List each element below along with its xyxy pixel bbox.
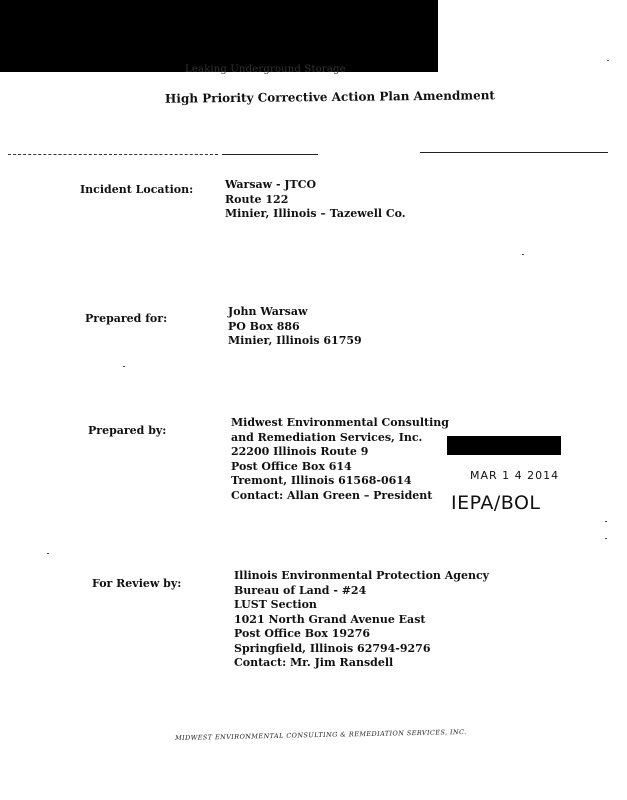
scan-speck	[607, 60, 609, 61]
incident-location-line: Minier, Illinois – Tazewell Co.	[225, 207, 406, 220]
prepared-by-block	[231, 416, 449, 503]
for-review-by-line: Post Office Box 19276	[234, 627, 371, 640]
prepared-by-line: Contact: Allan Green – President	[231, 488, 433, 502]
prepared-for-block	[228, 305, 362, 349]
prepared-for-line: John Warsaw	[228, 305, 308, 318]
for-review-by-line: 1021 North Grand Avenue East	[234, 612, 426, 626]
divider-left	[8, 154, 218, 155]
prepared-for-line: Minier, Illinois 61759	[228, 334, 362, 347]
prepared-for-line: PO Box 886	[228, 319, 300, 333]
for-review-by-line: Contact: Mr. Jim Ransdell	[234, 656, 394, 669]
prepared-by-line: Midwest Environmental Consulting	[231, 416, 449, 429]
received-stamp-date: MAR 1 4 2014	[470, 469, 560, 482]
redaction-bar-stamp	[447, 436, 561, 455]
redaction-bar-top	[0, 0, 438, 72]
incident-location-line: Route 122	[225, 192, 289, 206]
prepared-by-line: and Remediation Services, Inc.	[231, 430, 423, 444]
scan-speck	[522, 254, 524, 255]
incident-location-line: Warsaw - JTCO	[225, 178, 317, 191]
incident-location-block	[225, 178, 406, 222]
scan-speck	[605, 521, 607, 522]
received-stamp-agency: IEPA/BOL	[451, 492, 541, 514]
document-title: High Priority Corrective Action Plan Amendment	[164, 88, 496, 106]
for-review-by-line: LUST Section	[234, 598, 317, 611]
scan-speck	[605, 538, 607, 539]
divider-middle	[222, 154, 318, 155]
prepared-by-line: Post Office Box 614	[231, 459, 352, 473]
prepared-by-line: 22200 Illinois Route 9	[231, 445, 369, 458]
prepared-by-label: Prepared by:	[88, 424, 167, 437]
incident-location-label: Incident Location:	[80, 183, 194, 196]
for-review-by-block	[234, 569, 489, 671]
scan-speck	[123, 366, 125, 367]
for-review-by-label: For Review by:	[92, 577, 182, 590]
for-review-by-line: Bureau of Land - #24	[234, 583, 367, 597]
divider-right	[420, 152, 608, 153]
cut-off-header: Leaking Underground Storage	[185, 64, 346, 75]
prepared-for-label: Prepared for:	[85, 312, 168, 325]
prepared-by-line: Tremont, Illinois 61568-0614	[231, 474, 412, 487]
for-review-by-line: Illinois Environmental Protection Agency	[234, 569, 490, 582]
scan-speck	[47, 553, 49, 554]
for-review-by-line: Springfield, Illinois 62794-9276	[234, 641, 431, 655]
footer-company-name: MIDWEST ENVIRONMENTAL CONSULTING & REMEDIATION SERVICES, INC.	[174, 727, 467, 743]
